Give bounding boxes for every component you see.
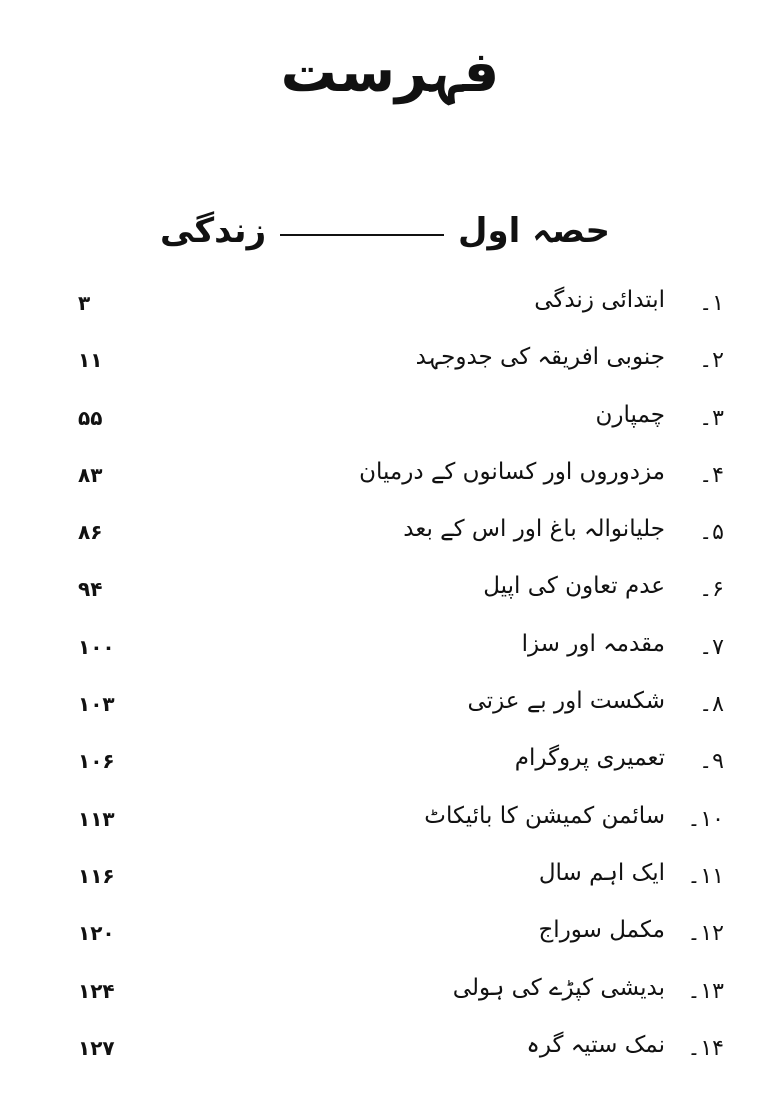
toc-entry[interactable] xyxy=(0,287,780,344)
section-heading xyxy=(160,210,610,251)
toc-entry[interactable] xyxy=(0,803,780,860)
entry-number: ۷۔ xyxy=(699,634,724,660)
entry-title: ابتدائی زندگی xyxy=(534,287,665,313)
entry-number: ۱۴۔ xyxy=(687,1035,724,1061)
section-name: زندگی xyxy=(160,210,267,251)
toc-entry[interactable] xyxy=(0,402,780,459)
entry-page: ۱۱ xyxy=(78,348,103,373)
entry-page: ۵۵ xyxy=(78,405,103,430)
toc-entry[interactable] xyxy=(0,917,780,974)
section-part: حصہ اول xyxy=(457,211,610,251)
entry-title: ایک اہم سال xyxy=(538,859,665,886)
entry-title: مزدوروں اور کسانوں کے درمیان xyxy=(359,458,665,485)
entry-title: چمپارن xyxy=(595,401,665,428)
toc-entry[interactable] xyxy=(0,688,780,745)
entry-title: عدم تعاون کی اپیل xyxy=(483,573,665,600)
entry-number: ۱۔ xyxy=(699,291,724,316)
toc-entry[interactable] xyxy=(0,459,780,516)
entry-number: ۸۔ xyxy=(699,692,724,718)
entry-page: ۱۲۷ xyxy=(78,1035,115,1060)
entry-number: ۲۔ xyxy=(699,348,724,374)
entry-title: مقدمہ اور سزا xyxy=(521,630,665,657)
entry-title: نمک ستیہ گرہ xyxy=(526,1031,665,1058)
entry-number: ۵۔ xyxy=(699,520,724,546)
toc-entry[interactable] xyxy=(0,516,780,573)
toc-entry[interactable] xyxy=(0,573,780,630)
toc-list xyxy=(0,287,780,1089)
entry-title: شکست اور بے عزتی xyxy=(467,688,665,715)
entry-page: ۸۳ xyxy=(78,462,103,487)
toc-entry[interactable] xyxy=(0,745,780,802)
entry-number: ۱۳۔ xyxy=(687,978,724,1004)
entry-number: ۴۔ xyxy=(699,462,724,488)
entry-title: مکمل سوراج xyxy=(538,917,665,944)
entry-page: ۳ xyxy=(78,291,91,315)
entry-page: ۱۰۶ xyxy=(78,749,115,774)
entry-page: ۱۲۰ xyxy=(78,921,115,946)
entry-page: ۸۶ xyxy=(78,520,103,545)
entry-number: ۱۲۔ xyxy=(687,921,724,947)
entry-number: ۹۔ xyxy=(699,749,724,775)
toc-entry[interactable] xyxy=(0,1032,780,1089)
entry-title: بدیشی کپڑے کی ہولی xyxy=(452,974,665,1001)
entry-page: ۱۱۳ xyxy=(78,806,115,831)
entry-number: ۳۔ xyxy=(699,405,724,431)
entry-number: ۱۰۔ xyxy=(687,806,724,832)
entry-page: ۱۱۶ xyxy=(78,863,115,888)
section-dash xyxy=(280,234,444,236)
toc-entry[interactable] xyxy=(0,631,780,688)
entry-title: سائمن کمیشن کا بائیکاٹ xyxy=(424,802,665,829)
entry-title: جلیانوالہ باغ اور اس کے بعد xyxy=(403,516,665,543)
entry-title: تعمیری پروگرام xyxy=(514,745,665,772)
toc-entry[interactable] xyxy=(0,860,780,917)
entry-page: ۱۲۴ xyxy=(78,978,115,1003)
page-title: فہرست xyxy=(280,40,500,105)
toc-entry[interactable] xyxy=(0,344,780,401)
entry-title: جنوبی افریقہ کی جدوجہد xyxy=(415,344,665,371)
entry-page: ۹۴ xyxy=(78,577,103,602)
toc-entry[interactable] xyxy=(0,975,780,1032)
entry-number: ۱۱۔ xyxy=(687,863,724,889)
entry-number: ۶۔ xyxy=(699,577,724,603)
entry-page: ۱۰۳ xyxy=(78,692,115,717)
entry-page: ۱۰۰ xyxy=(78,634,115,659)
